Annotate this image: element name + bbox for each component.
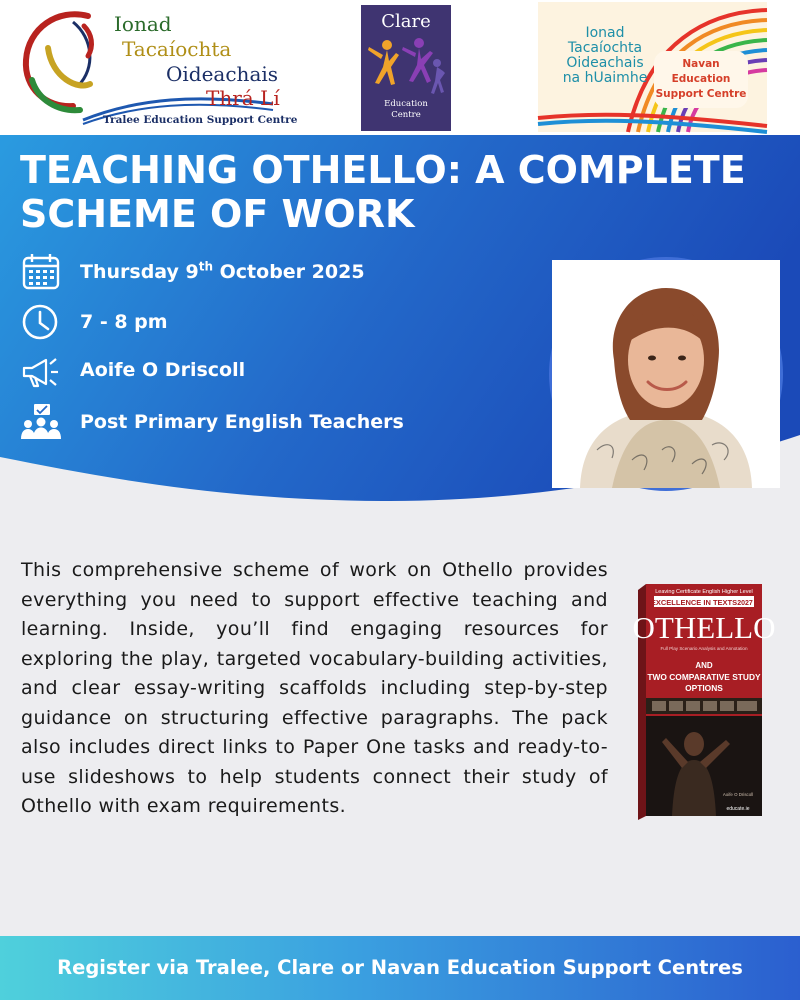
event-date-sup: th [198, 259, 214, 274]
tralee-line-4: Thrá Lí [206, 86, 280, 110]
clare-subtitle-line-1: Education [384, 99, 428, 109]
navan-badge-line-1: Navan [682, 58, 720, 70]
book-tagline: Full Play Scenario Analysis and Annotation [660, 646, 748, 651]
book-and: AND [695, 661, 713, 670]
dancing-figures-icon [361, 33, 451, 103]
book-subtitle-line-2: OPTIONS [685, 683, 723, 693]
book-year: 2027 [737, 600, 753, 607]
audience-row [20, 402, 540, 442]
navan-logo [538, 2, 767, 132]
group-icon [20, 402, 62, 442]
date-row [20, 252, 540, 292]
event-presenter: Aoife O Driscoll [80, 359, 246, 381]
event-time: 7 - 8 pm [80, 311, 168, 333]
clare-logo [361, 5, 451, 131]
clare-subtitle [361, 99, 451, 121]
event-audience: Post Primary English Teachers [80, 411, 404, 433]
event-title-line-1: TEACHING OTHELLO: A COMPLETE [20, 148, 746, 192]
event-date-prefix: Thursday 9 [80, 261, 199, 283]
navan-badge-line-2: Education [671, 73, 731, 85]
book-author: Aoife O Driscoll [722, 792, 754, 797]
event-title-line-2: SCHEME OF WORK [20, 192, 415, 236]
tralee-line-3: Oideachais [166, 62, 279, 86]
navan-line-1: Ionad [585, 25, 625, 41]
book-top-label: Leaving Certificate English Higher Level [655, 589, 753, 595]
navan-line-3: Oideachais [566, 55, 644, 71]
clock-icon [20, 302, 62, 342]
navan-badge-line-3: Support Centre [655, 88, 747, 100]
footer-banner [0, 936, 800, 1000]
book-series: EXCELLENCE IN TEXTS [650, 598, 738, 607]
presenter-row [20, 350, 540, 390]
othello-book-image [632, 584, 776, 820]
event-date [80, 260, 365, 284]
tralee-subtitle: Tralee Education Support Centre [103, 114, 298, 126]
clare-subtitle-line-2: Centre [391, 110, 421, 120]
navan-line-2: Tacaíochta [567, 40, 643, 56]
tralee-line-2: Tacaíochta [122, 37, 232, 61]
presenter-portrait [552, 260, 780, 488]
tralee-line-1: Ionad [114, 12, 172, 36]
book-title: OTHELLO [632, 610, 776, 645]
event-date-suffix: October 2025 [213, 261, 365, 283]
event-title [20, 148, 780, 236]
clare-title: Clare [381, 11, 431, 32]
megaphone-icon [20, 350, 62, 390]
book-publisher: educate.ie [726, 806, 750, 812]
navan-line-4: na hUaimhe [562, 70, 648, 86]
navan-badge [654, 51, 748, 108]
calendar-icon [20, 252, 62, 292]
book-cover [632, 584, 776, 820]
event-description: This comprehensive scheme of work on Othello provides everything you need to support effective teaching and learning. Inside, you’ll find engaging resources for exploring the play, targeted vocabulary-building activities, and clear essay-writing scaffolds including step-by-step guidance on structuring effective paragraphs. The pack also includes direct links to Paper One tasks and ready-to-use slideshows to help students connect their study of Othello with exam requirements. [21, 559, 608, 817]
tralee-logo [18, 8, 298, 132]
book-subtitle-line-1: TWO COMPARATIVE STUDY [647, 672, 761, 682]
footer-register-text: Register via Tralee, Clare or Navan Education Support Centres [57, 956, 743, 979]
time-row [20, 302, 540, 342]
header-logos [0, 0, 800, 135]
presenter-photo [552, 260, 780, 488]
navan-irish-name [550, 26, 660, 86]
